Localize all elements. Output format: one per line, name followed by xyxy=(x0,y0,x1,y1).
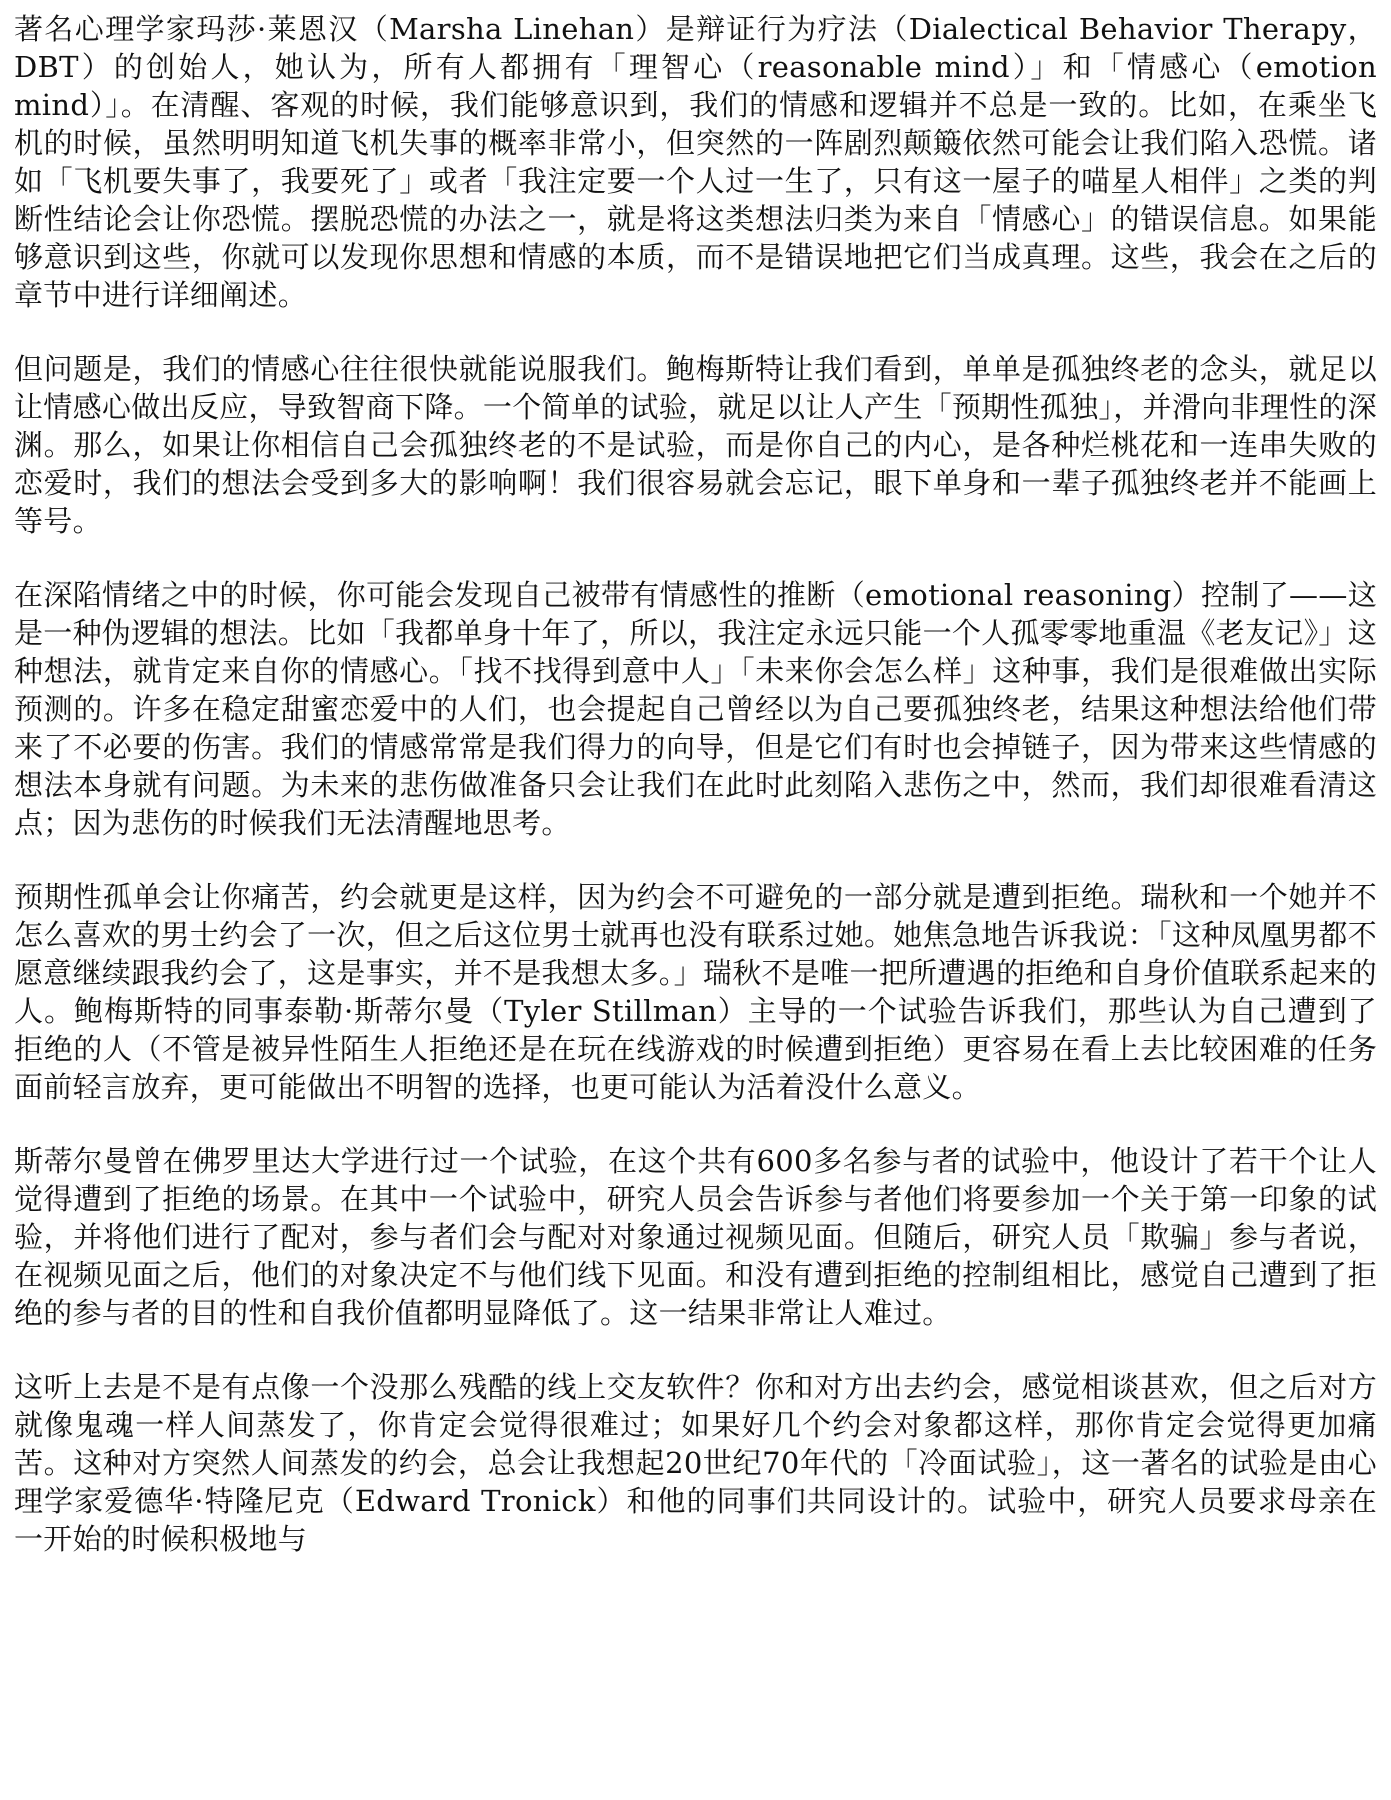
paragraph-online-dating: 这听上去是不是有点像一个没那么残酷的线上交友软件？你和对方出去约会，感觉相谈甚欢，但之后对方就像鬼魂一样人间蒸发了，你肯定会觉得很难过；如果好几个约会对象都这样，那你肯定会觉得更加痛苦。这种对方突然人间蒸发的约会，总会让我想起20世纪70年代的「冷面试验」，这一著名的试验是由心理学家爱德华·特隆尼克（Edward Tronick）和他的同事们共同设计的。试验中，研究人员要求母亲在一开始的时候积极地与 xyxy=(14,1370,1377,1556)
paragraph-emotion-mind: 著名心理学家玛莎·莱恩汉（Marsha Linehan）是辩证行为疗法（Dialectical Behavior Therapy，DBT）的创始人，她认为，所有人都拥有「理智心（reasonable mind）」和「情感心（emotion mind）」。在清醒、客观的时候，我们能够意识到，我们的情感和逻辑并不总是一致的。比如，在乘坐飞机的时候，虽然明明知道飞机失事的概率非常小，但突然的一阵剧烈颠簸依然可能会让我们陷入恐慌。诸如「飞机要失事了，我要死了」或者「我注定要一个人过一生了，只有这一屋子的喵星人相伴」之类的判断性结论会让你恐慌。摆脱恐慌的办法之一，就是将这类想法归类为来自「情感心」的错误信息。如果能够意识到这些，你就可以发现你思想和情感的本质，而不是错误地把它们当成真理。这些，我会在之后的章节中进行详细阐述。 xyxy=(14,12,1377,312)
paragraph-persuasion: 但问题是，我们的情感心往往很快就能说服我们。鲍梅斯特让我们看到，单单是孤独终老的念头，就足以让情感心做出反应，导致智商下降。一个简单的试验，就足以让人产生「预期性孤独」，并滑向非理性的深渊。那么，如果让你相信自己会孤独终老的不是试验，而是你自己的内心，是各种烂桃花和一连串失败的恋爱时，我们的想法会受到多大的影响啊！我们很容易就会忘记，眼下单身和一辈子孤独终老并不能画上等号。 xyxy=(14,352,1377,538)
paragraph-stillman-experiment: 斯蒂尔曼曾在佛罗里达大学进行过一个试验，在这个共有600多名参与者的试验中，他设计了若干个让人觉得遭到了拒绝的场景。在其中一个试验中，研究人员会告诉参与者他们将要参加一个关于第一印象的试验，并将他们进行了配对，参与者们会与配对对象通过视频见面。但随后，研究人员「欺骗」参与者说，在视频见面之后，他们的对象决定不与他们线下见面。和没有遭到拒绝的控制组相比，感觉自己遭到了拒绝的参与者的目的性和自我价值都明显降低了。这一结果非常让人难过。 xyxy=(14,1144,1377,1330)
paragraph-rejection: 预期性孤单会让你痛苦，约会就更是这样，因为约会不可避免的一部分就是遭到拒绝。瑞秋和一个她并不怎么喜欢的男士约会了一次，但之后这位男士就再也没有联系过她。她焦急地告诉我说：「这种凤凰男都不愿意继续跟我约会了，这是事实，并不是我想太多。」瑞秋不是唯一把所遭遇的拒绝和自身价值联系起来的人。鲍梅斯特的同事泰勒·斯蒂尔曼（Tyler Stillman）主导的一个试验告诉我们，那些认为自己遭到了拒绝的人（不管是被异性陌生人拒绝还是在玩在线游戏的时候遭到拒绝）更容易在看上去比较困难的任务面前轻言放弃，更可能做出不明智的选择，也更可能认为活着没什么意义。 xyxy=(14,880,1377,1104)
paragraph-emotional-reasoning: 在深陷情绪之中的时候，你可能会发现自己被带有情感性的推断（emotional reasoning）控制了——这是一种伪逻辑的想法。比如「我都单身十年了，所以，我注定永远只能一个人孤零零地重温《老友记》」这种想法，就肯定来自你的情感心。「找不找得到意中人」「未来你会怎么样」这种事，我们是很难做出实际预测的。许多在稳定甜蜜恋爱中的人们，也会提起自己曾经以为自己要孤独终老，结果这种想法给他们带来了不必要的伤害。我们的情感常常是我们得力的向导，但是它们有时也会掉链子，因为带来这些情感的想法本身就有问题。为未来的悲伤做准备只会让我们在此时此刻陷入悲伤之中，然而，我们却很难看清这点；因为悲伤的时候我们无法清醒地思考。 xyxy=(14,578,1377,840)
